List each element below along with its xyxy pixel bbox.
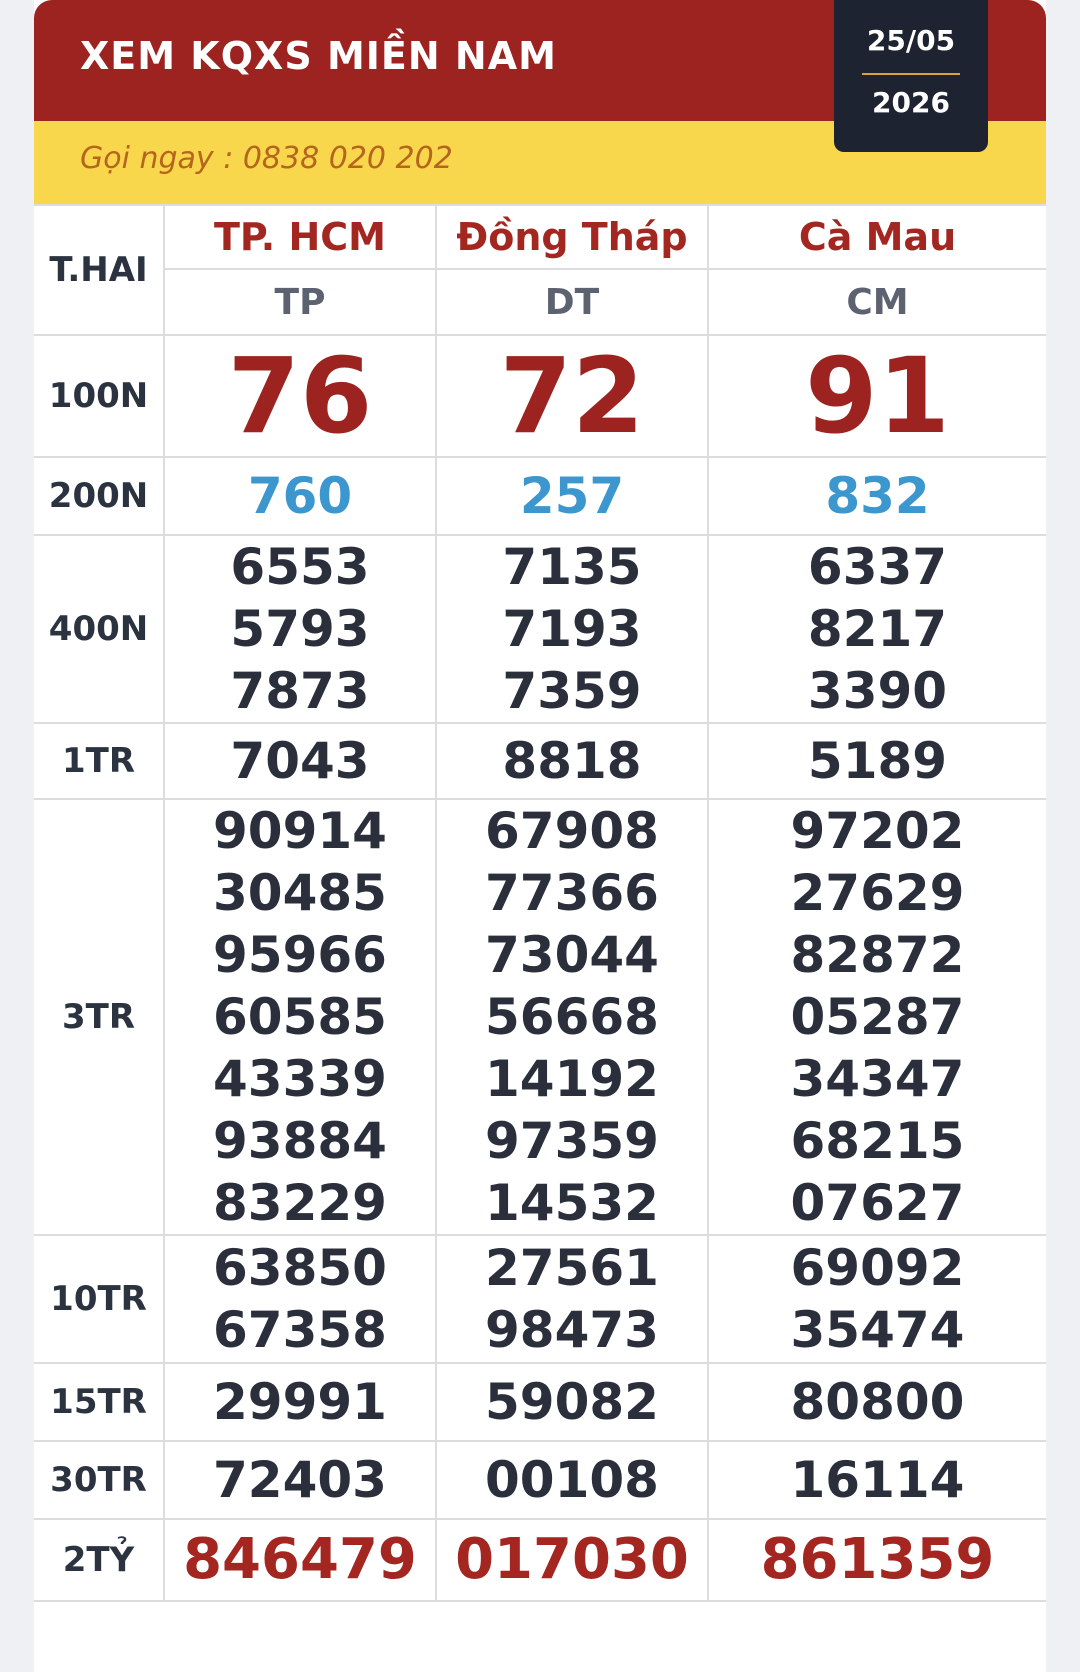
- province-name: Đồng Tháp: [456, 215, 688, 259]
- province-code-cell: [164, 269, 436, 335]
- prize-row: [34, 723, 1046, 799]
- province-code: CM: [846, 281, 909, 323]
- prize-number: 98473: [485, 1301, 659, 1359]
- prize-label-cell: [34, 723, 164, 799]
- prize-row: [34, 799, 1046, 1235]
- prize-value-cell: [164, 1363, 436, 1441]
- prize-label-cell: [34, 335, 164, 457]
- prize-value-cell: [164, 535, 436, 723]
- prize-number: 59082: [485, 1373, 659, 1431]
- prize-number: 7359: [502, 662, 642, 720]
- prize-number: 29991: [213, 1373, 387, 1431]
- prize-number: 83229: [213, 1174, 387, 1232]
- prize-label-cell: [34, 1363, 164, 1441]
- prize-value-cell: [436, 335, 708, 457]
- page-title: XEM KQXS MIỀN NAM: [80, 34, 557, 78]
- prize-value-cell: [436, 799, 708, 1235]
- prize-value-cell: [708, 723, 1046, 799]
- prize-value-cell: [436, 535, 708, 723]
- prize-row: [34, 1235, 1046, 1363]
- special-prize-number: 861359: [760, 1527, 995, 1592]
- prize-number: 30485: [213, 864, 387, 922]
- weekday-cell: [34, 205, 164, 335]
- prize-label: 200N: [48, 476, 149, 516]
- prize-label: 30TR: [50, 1460, 147, 1500]
- prize-label: 1TR: [61, 741, 136, 781]
- prize-row: [34, 1519, 1046, 1601]
- results-table: [34, 204, 1046, 1602]
- province-name: TP. HCM: [214, 215, 386, 259]
- prize-value-cell: [164, 1441, 436, 1519]
- province-name: Cà Mau: [798, 215, 957, 259]
- prize-number: 14532: [485, 1174, 659, 1232]
- results-card: [34, 0, 1046, 1672]
- prize-number: 6553: [230, 538, 370, 596]
- prize-number: 8217: [807, 600, 948, 658]
- prize-number: 6337: [807, 538, 948, 596]
- province-header: [164, 205, 436, 269]
- prize-number: 16114: [790, 1451, 965, 1509]
- prize-value-cell: [164, 1519, 436, 1601]
- prize-number: 8818: [502, 732, 642, 790]
- prize-row: [34, 457, 1046, 535]
- prize-rows: [34, 335, 1046, 1601]
- prize-number: 90914: [213, 802, 387, 860]
- province-code: TP: [274, 281, 326, 323]
- prize-label-cell: [34, 1441, 164, 1519]
- province-header: [436, 205, 708, 269]
- prize-number: 7043: [230, 732, 370, 790]
- prize-value-cell: [164, 723, 436, 799]
- prize-number: 760: [247, 467, 353, 525]
- prize-label-cell: [34, 1235, 164, 1363]
- prize-number: 00108: [485, 1451, 659, 1509]
- prize-number: 832: [825, 467, 930, 525]
- prize-label-cell: [34, 535, 164, 723]
- prize-number: 82872: [790, 926, 965, 984]
- prize-value-cell: [708, 535, 1046, 723]
- prize-row: [34, 1441, 1046, 1519]
- prize-number: 93884: [213, 1112, 387, 1170]
- prize-value-cell: [708, 335, 1046, 457]
- prize-label: 400N: [48, 609, 149, 649]
- date-badge: [834, 0, 988, 152]
- prize-value-cell: [436, 1363, 708, 1441]
- prize-label-cell: [34, 1519, 164, 1601]
- prize-value-cell: [436, 1441, 708, 1519]
- prize-number: 3390: [807, 662, 948, 720]
- prize-value-cell: [708, 1441, 1046, 1519]
- province-code-cell: [708, 269, 1046, 335]
- prize-number: 63850: [213, 1239, 387, 1297]
- prize-number: 7873: [230, 662, 370, 720]
- prize-value-cell: [708, 1235, 1046, 1363]
- prize-number: 7135: [502, 538, 642, 596]
- prize-value-cell: [164, 799, 436, 1235]
- prize-label: 100N: [48, 376, 149, 416]
- prize-number: 07627: [790, 1174, 965, 1232]
- weekday-label: T.HAI: [49, 250, 148, 290]
- prize-number: 7193: [502, 600, 642, 658]
- prize-number: 67358: [213, 1301, 387, 1359]
- prize-value-cell: [708, 799, 1046, 1235]
- prize-value-cell: [436, 457, 708, 535]
- prize-label-cell: [34, 457, 164, 535]
- prize-number: 27629: [790, 864, 965, 922]
- prize-value-cell: [164, 335, 436, 457]
- province-code-row: [34, 269, 1046, 335]
- prize-number: 257: [519, 467, 625, 525]
- prize-number: 27561: [485, 1239, 659, 1297]
- prize-label: 2TỶ: [62, 1540, 135, 1580]
- prize-value-cell: [436, 723, 708, 799]
- date-divider: [862, 73, 960, 75]
- prize-number: 72403: [213, 1451, 387, 1509]
- prize-number: 43339: [213, 1050, 387, 1108]
- province-name-row: [34, 205, 1046, 269]
- prize-number: 97202: [790, 802, 965, 860]
- date-day: 25/05: [866, 24, 956, 57]
- prize-value-cell: [436, 1235, 708, 1363]
- special-prize-number: 846479: [183, 1527, 417, 1592]
- prize-number: 5793: [230, 600, 370, 658]
- hotline-link[interactable]: Gọi ngay : 0838 020 202: [80, 141, 453, 176]
- prize-number: 35474: [790, 1301, 965, 1359]
- prize-value-cell: [708, 1363, 1046, 1441]
- prize-number: 68215: [790, 1112, 965, 1170]
- prize-number: 34347: [790, 1050, 965, 1108]
- date-year: 2026: [872, 86, 950, 119]
- prize-number: 91: [805, 335, 950, 457]
- prize-number: 77366: [485, 864, 659, 922]
- prize-label: 15TR: [50, 1382, 147, 1422]
- prize-number: 95966: [213, 926, 387, 984]
- special-prize-number: 017030: [455, 1527, 689, 1592]
- prize-label-cell: [34, 799, 164, 1235]
- prize-value-cell: [164, 457, 436, 535]
- prize-row: [34, 535, 1046, 723]
- prize-value-cell: [164, 1235, 436, 1363]
- prize-number: 14192: [485, 1050, 659, 1108]
- prize-number: 60585: [213, 988, 387, 1046]
- prize-value-cell: [708, 457, 1046, 535]
- prize-number: 69092: [790, 1239, 965, 1297]
- prize-number: 05287: [790, 988, 965, 1046]
- province-code-cell: [436, 269, 708, 335]
- prize-number: 67908: [485, 802, 659, 860]
- prize-value-cell: [436, 1519, 708, 1601]
- prize-number: 73044: [485, 926, 659, 984]
- prize-row: [34, 335, 1046, 457]
- prize-number: 80800: [790, 1373, 965, 1431]
- province-header: [708, 205, 1046, 269]
- prize-label: 3TR: [61, 997, 136, 1037]
- prize-number: 76: [227, 335, 373, 457]
- prize-value-cell: [708, 1519, 1046, 1601]
- prize-number: 72: [499, 335, 645, 457]
- prize-label: 10TR: [50, 1279, 147, 1319]
- prize-number: 5189: [807, 732, 948, 790]
- prize-row: [34, 1363, 1046, 1441]
- prize-number: 97359: [485, 1112, 659, 1170]
- province-code: DT: [544, 281, 600, 323]
- prize-number: 56668: [485, 988, 659, 1046]
